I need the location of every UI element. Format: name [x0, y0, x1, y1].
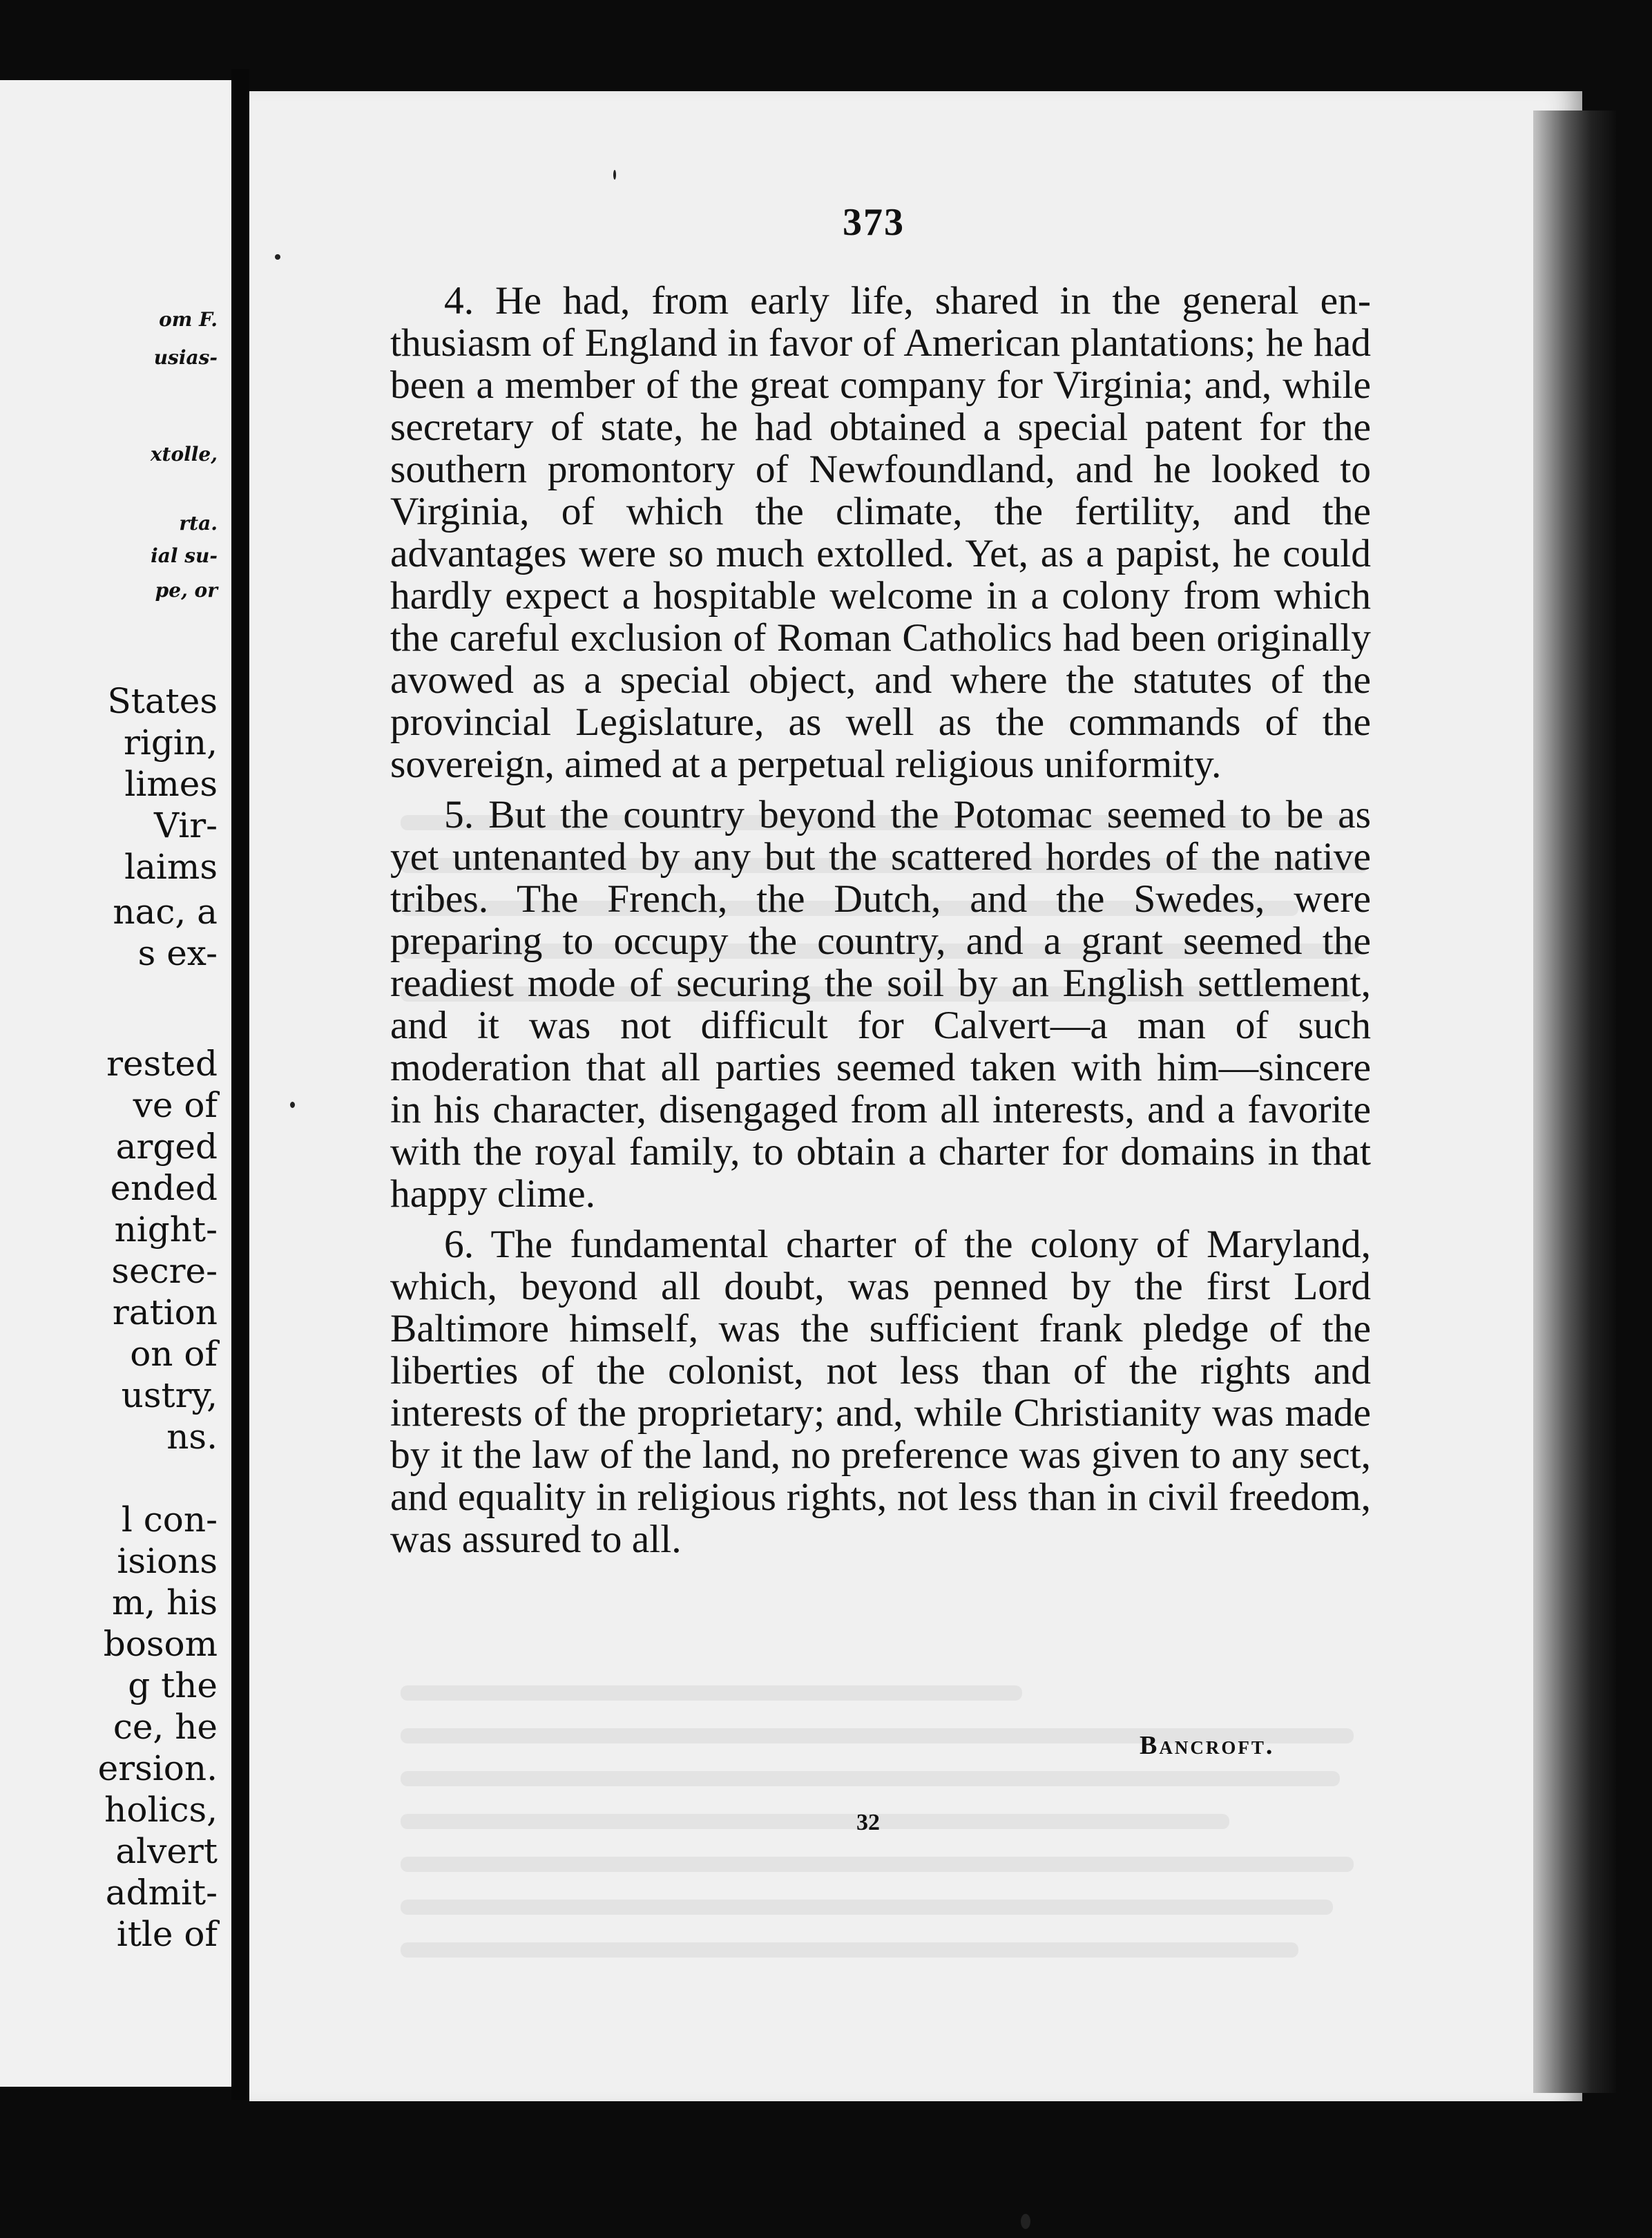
- page-edge-shadow: [1533, 111, 1616, 2093]
- left-page-fragment: xtolle,: [150, 443, 218, 466]
- left-page-fragment: ce, he: [113, 1707, 218, 1747]
- dust-speck: [613, 170, 616, 180]
- left-page-fragment: ustry,: [121, 1375, 218, 1415]
- page-number: 373: [843, 201, 905, 244]
- author-attribution: Bancroft.: [1140, 1731, 1275, 1760]
- left-page-fragment: g the: [128, 1665, 218, 1705]
- left-page-fragment: States: [107, 681, 218, 721]
- left-page-fragment: laims: [124, 847, 218, 887]
- left-page-fragment: rested: [106, 1044, 218, 1084]
- left-page-fragment: bosom: [103, 1624, 218, 1664]
- left-page-fragment: isions: [117, 1541, 218, 1581]
- left-page-fragment: ersion.: [97, 1748, 218, 1788]
- left-page-fragment: holics,: [104, 1790, 218, 1830]
- paragraph-4: 4. He had, from early life, shared in the general enthusiasm of England in favor of American plantations; he had been a member of the great company for Virginia; and, while secretary of state, he had obtained a special patent for the southern promontory of Newfoundland, and he looked to Virginia, of which the climate, the fertility, and the advantages were so much extolled. Yet, as a papist, he could hardly expect a hospitable welcome in a colony from which the careful exclusion of Roman Catholics had been originally avowed as a special object, and where the statutes of the provincial Legislature, as well as the commands of the sovereign, aimed at a perpetual religious uniformity.: [390, 279, 1371, 786]
- left-facing-page: [0, 80, 231, 2087]
- left-page-fragment: ns.: [166, 1417, 218, 1457]
- body-text: [390, 280, 1371, 1569]
- dust-speck: [275, 254, 280, 260]
- left-page-fragment: s ex-: [137, 933, 218, 973]
- left-page-fragment: pe, or: [155, 579, 218, 602]
- left-page-fragment: ve of: [133, 1085, 218, 1125]
- left-page-fragment: Vir-: [153, 805, 218, 845]
- left-page-fragment: limes: [124, 764, 218, 804]
- paragraph-6: 6. The fundamental charter of the colony of Maryland, which, beyond all doubt, was penned by the first Lord Baltimore himself, was the sufficient frank pledge of the liberties of the colonist, not less than of the rights and interests of the proprietary; and, while Christianity was made by it the law of the land, no preference was given to any sect, and equality in religious rights, not less than in civil freedom, was assured to all.: [390, 1223, 1371, 1561]
- left-page-fragment: om F.: [159, 308, 218, 331]
- left-page-fragment: nac, a: [113, 892, 218, 932]
- left-page-fragment: on of: [130, 1334, 218, 1374]
- paragraph-5: 5. But the country beyond the Potomac seemed to be as yet untenanted by any but the scattered hordes of the native tribes. The French, the Dutch, and the Swedes, were preparing to occupy the country, and a grant seemed the readiest mode of securing the soil by an English settlement, and it was not difficult for Calvert—a man of such moderation that all parties seemed taken with him—sincere in his character, disengaged from all interests, and a favorite with the royal family, to obtain a charter for domains in that happy clime.: [390, 793, 1371, 1216]
- signature-mark: 32: [856, 1810, 880, 1835]
- left-page-fragment: arged: [115, 1127, 218, 1167]
- left-page-fragment: night-: [114, 1209, 218, 1250]
- left-page-fragment: alvert: [115, 1831, 218, 1871]
- left-page-fragment: ial su-: [151, 544, 218, 567]
- left-page-fragment: ended: [110, 1168, 218, 1208]
- dust-speck: [290, 1102, 295, 1108]
- dust-speck: [1021, 2214, 1030, 2229]
- left-page-fragment: usias-: [153, 346, 218, 369]
- left-page-fragment: l con-: [121, 1500, 218, 1540]
- left-page-fragment: admit-: [105, 1873, 218, 1913]
- left-page-fragment: rta.: [179, 512, 218, 535]
- left-page-fragment: secre-: [111, 1251, 218, 1291]
- left-page-fragment: ration: [112, 1292, 218, 1332]
- book-gutter: [231, 69, 249, 2100]
- left-page-fragment: itle of: [116, 1914, 218, 1954]
- left-page-fragment: rigin,: [124, 723, 218, 763]
- left-page-fragment: m, his: [111, 1582, 218, 1623]
